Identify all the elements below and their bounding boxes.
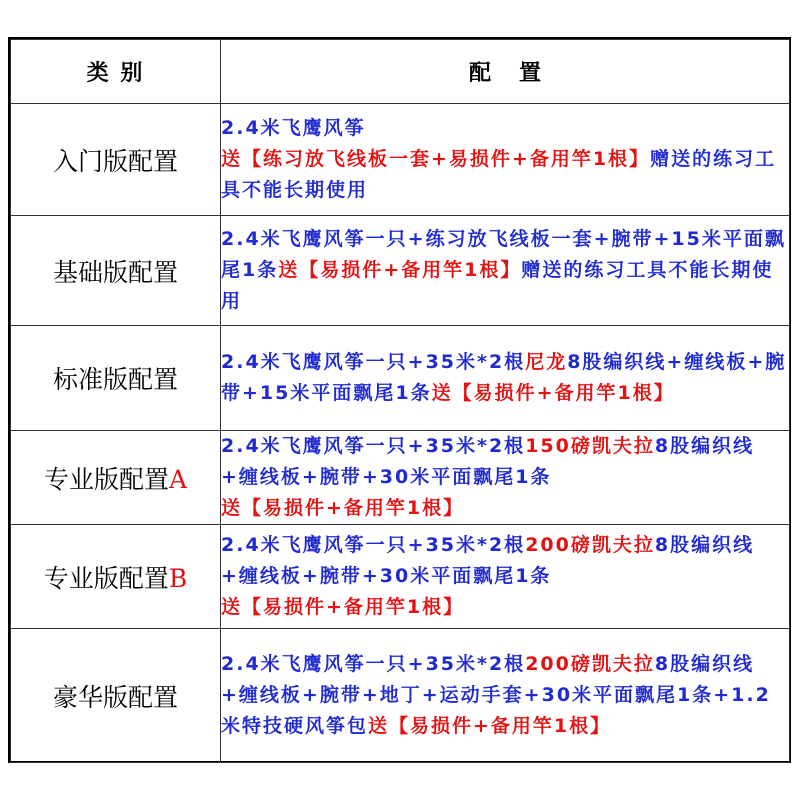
table-row [11, 525, 790, 629]
config-cell [221, 629, 790, 763]
config-segment: 2.4米飞鹰风筝一只+35米*2根 [221, 534, 526, 556]
category-label: 专业版配置 [43, 464, 169, 494]
config-segment: 8股编织线+缠线板+腕带+15米平面飘尾1条 [221, 351, 787, 404]
config-segment: 8股编织线+缠线板+腕带+地丁+运动手套+30米平面飘尾1条+1.2米特技硬风筝包 [221, 653, 771, 737]
config-segment: 送【易损件+备用竿1根】 [221, 497, 465, 519]
category-cell [11, 216, 221, 326]
category-cell [11, 326, 221, 431]
header-config-label: 配置 [468, 60, 569, 86]
category-label: 入门版配置 [52, 146, 178, 176]
config-segment: 送【练习放飞线板一套+易损件+备用竿1根】 [221, 148, 651, 170]
config-segment: 8股编织线+缠线板+腕带+30米平面飘尾1条 [221, 534, 755, 587]
header-category [11, 40, 221, 104]
category-cell [11, 525, 221, 629]
config-segment: 2.4米飞鹰风筝 [221, 117, 366, 139]
category-suffix: A [168, 464, 188, 494]
config-segment: 尼龙 [525, 351, 568, 373]
header-config [221, 40, 790, 104]
config-segment: 2.4米飞鹰风筝一只+35米*2根 [221, 351, 526, 373]
config-segment: 送【易损件+备用竿1根】 [278, 259, 522, 281]
config-table [10, 39, 790, 763]
table-row [11, 216, 790, 326]
category-cell [11, 629, 221, 763]
config-cell [221, 431, 790, 525]
header-category-label: 类 别 [86, 60, 145, 86]
category-label: 豪华版配置 [52, 682, 178, 712]
table-row [11, 104, 790, 216]
config-segment: 150磅凯夫拉 [525, 435, 655, 457]
config-cell [221, 216, 790, 326]
table-row [11, 629, 790, 763]
category-label: 专业版配置 [43, 563, 169, 593]
category-label: 标准版配置 [52, 365, 178, 394]
config-segment: 200磅凯夫拉 [525, 653, 655, 675]
table-header-row [11, 40, 790, 104]
config-segment: 赠送的练习工具不能长期使用 [221, 259, 774, 312]
config-cell [221, 104, 790, 216]
config-segment: 2.4米飞鹰风筝一只+35米*2根 [221, 653, 526, 675]
config-segment: 送【易损件+备用竿1根】 [431, 382, 675, 404]
category-suffix: B [168, 563, 188, 593]
config-cell [221, 525, 790, 629]
category-label: 基础版配置 [52, 257, 178, 287]
config-segment: 送【易损件+备用竿1根】 [368, 715, 612, 737]
table-row [11, 326, 790, 431]
config-cell [221, 326, 790, 431]
category-cell [11, 104, 221, 216]
config-segment: 赠送的练习工具不能长期使用 [221, 148, 777, 201]
config-segment: 2.4米飞鹰风筝一只+35米*2根 [221, 435, 526, 457]
config-segment: 2.4米飞鹰风筝一只+练习放飞线板一套+腕带+15米平面飘尾1条 [221, 228, 786, 281]
config-segment: 送【易损件+备用竿1根】 [221, 596, 465, 618]
table-row [11, 431, 790, 525]
config-segment: 200磅凯夫拉 [525, 534, 655, 556]
config-segment: 8股编织线+缠线板+腕带+30米平面飘尾1条 [221, 435, 755, 488]
category-cell [11, 431, 221, 525]
